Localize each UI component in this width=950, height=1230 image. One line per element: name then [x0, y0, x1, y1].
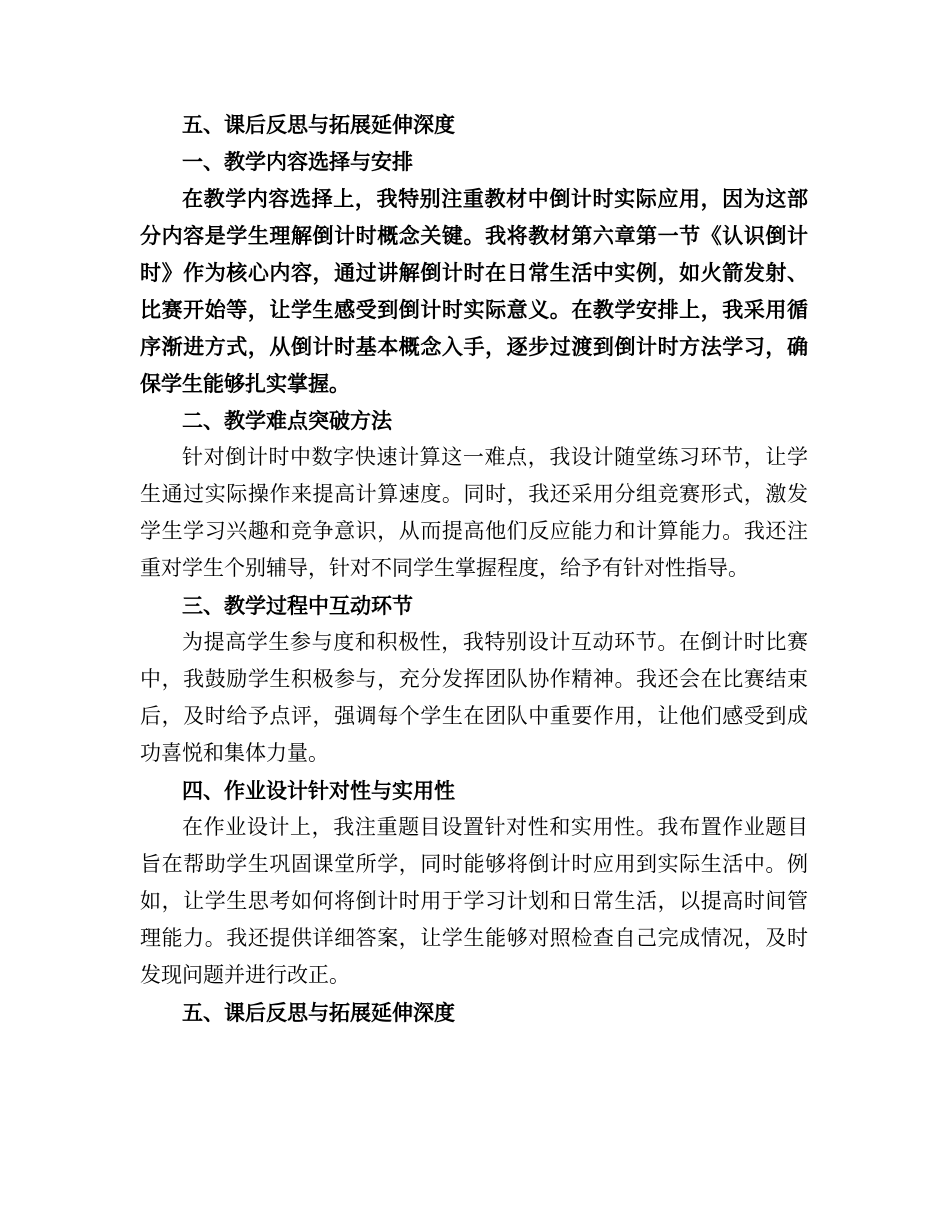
- section-2-heading: 二、教学难点突破方法: [182, 408, 392, 433]
- document-page: [140, 106, 808, 1031]
- section-4-body: 在作业设计上，我注重题目设置针对性和实用性。我布置作业题目旨在帮助学生巩固课堂所学，同时能够将倒计时应用到实际生活中。例如，让学生思考如何将倒计时用于学习计划和日常生活，以提高时间管理能力。我还提供详细答案，让学生能够对照检查自己完成情况，及时发现问题并进行改正。: [140, 815, 808, 987]
- section-4-heading: 四、作业设计针对性与实用性: [182, 778, 455, 803]
- section-3-body: 为提高学生参与度和积极性，我特别设计互动环节。在倒计时比赛中，我鼓励学生积极参与，充分发挥团队协作精神。我还会在比赛结束后，及时给予点评，强调每个学生在团队中重要作用，让他们感受到成功喜悦和集体力量。: [140, 630, 808, 765]
- section-2-body: 针对倒计时中数字快速计算这一难点，我设计随堂练习环节，让学生通过实际操作来提高计算速度。同时，我还采用分组竞赛形式，激发学生学习兴趣和竞争意识，从而提高他们反应能力和计算能力。我还注重对学生个别辅导，针对不同学生掌握程度，给予有针对性指导。: [140, 445, 808, 580]
- section-3-heading: 三、教学过程中互动环节: [182, 593, 413, 618]
- bottom-heading: 五、课后反思与拓展延伸深度: [182, 1000, 455, 1025]
- top-heading: 五、课后反思与拓展延伸深度: [182, 112, 455, 137]
- section-1-heading: 一、教学内容选择与安排: [182, 149, 413, 174]
- section-1-body: 在教学内容选择上，我特别注重教材中倒计时实际应用，因为这部分内容是学生理解倒计时概念关键。我将教材第六章第一节《认识倒计时》作为核心内容，通过讲解倒计时在日常生活中实例，如火箭发射、比赛开始等，让学生感受到倒计时实际意义。在教学安排上，我采用循序渐进方式，从倒计时基本概念入手，逐步过渡到倒计时方法学习，确保学生能够扎实掌握。: [140, 186, 808, 396]
